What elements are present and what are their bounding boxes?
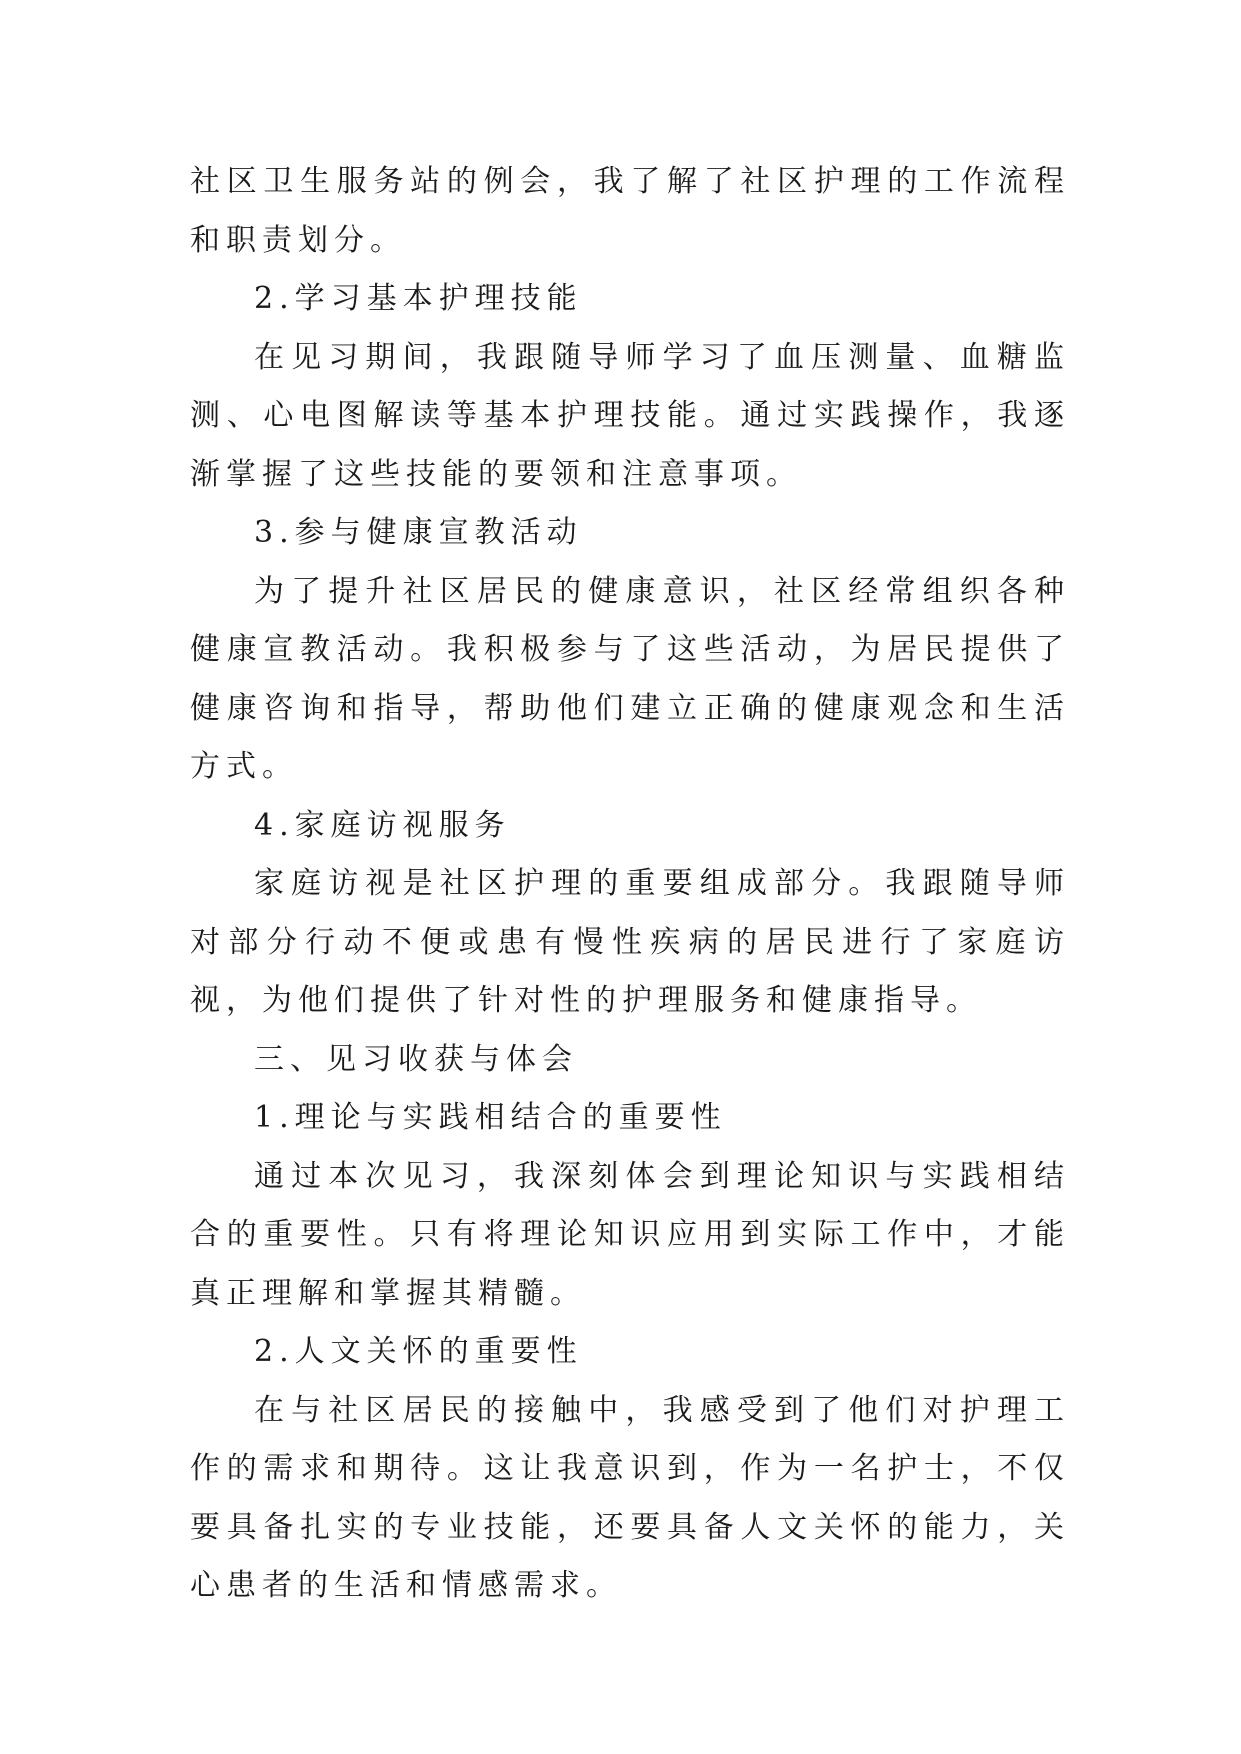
section-heading: 4.家庭访视服务: [254, 807, 511, 843]
section-heading: 3.参与健康宣教活动: [254, 515, 583, 550]
chapter-heading: 三、见习收获与体会: [254, 1041, 578, 1077]
paragraph: 通过本次见习，我深刻体会到理论知识与实践相结合的重要性。只有将理论知识应用到实际工作中，才能真正理解和掌握其精髓。: [190, 1158, 1070, 1311]
paragraph-continued: 社区卫生服务站的例会，我了解了社区护理的工作流程和职责划分。: [190, 164, 1070, 258]
document-body: [190, 153, 1070, 1616]
paragraph: 在与社区居民的接触中，我感受到了他们对护理工作的需求和期待。这让我意识到，作为一名护士，不仅要具备扎实的专业技能，还要具备人文关怀的能力，关心患者的生活和情感需求。: [190, 1392, 1070, 1603]
section-heading: 2.人文关怀的重要性: [254, 1334, 583, 1369]
section-heading: 2.学习基本护理技能: [254, 281, 583, 316]
paragraph: 为了提升社区居民的健康意识，社区经常组织各种健康宣教活动。我积极参与了这些活动，为居民提供了健康咨询和指导，帮助他们建立正确的健康观念和生活方式。: [190, 573, 1070, 784]
paragraph: 在见习期间，我跟随导师学习了血压测量、血糖监测、心电图解读等基本护理技能。通过实践操作，我逐渐掌握了这些技能的要领和注意事项。: [190, 339, 1070, 492]
section-heading: 1.理论与实践相结合的重要性: [254, 1100, 727, 1135]
paragraph: 家庭访视是社区护理的重要组成部分。我跟随导师对部分行动不便或患有慢性疾病的居民进行了家庭访视，为他们提供了针对性的护理服务和健康指导。: [190, 866, 1070, 1018]
